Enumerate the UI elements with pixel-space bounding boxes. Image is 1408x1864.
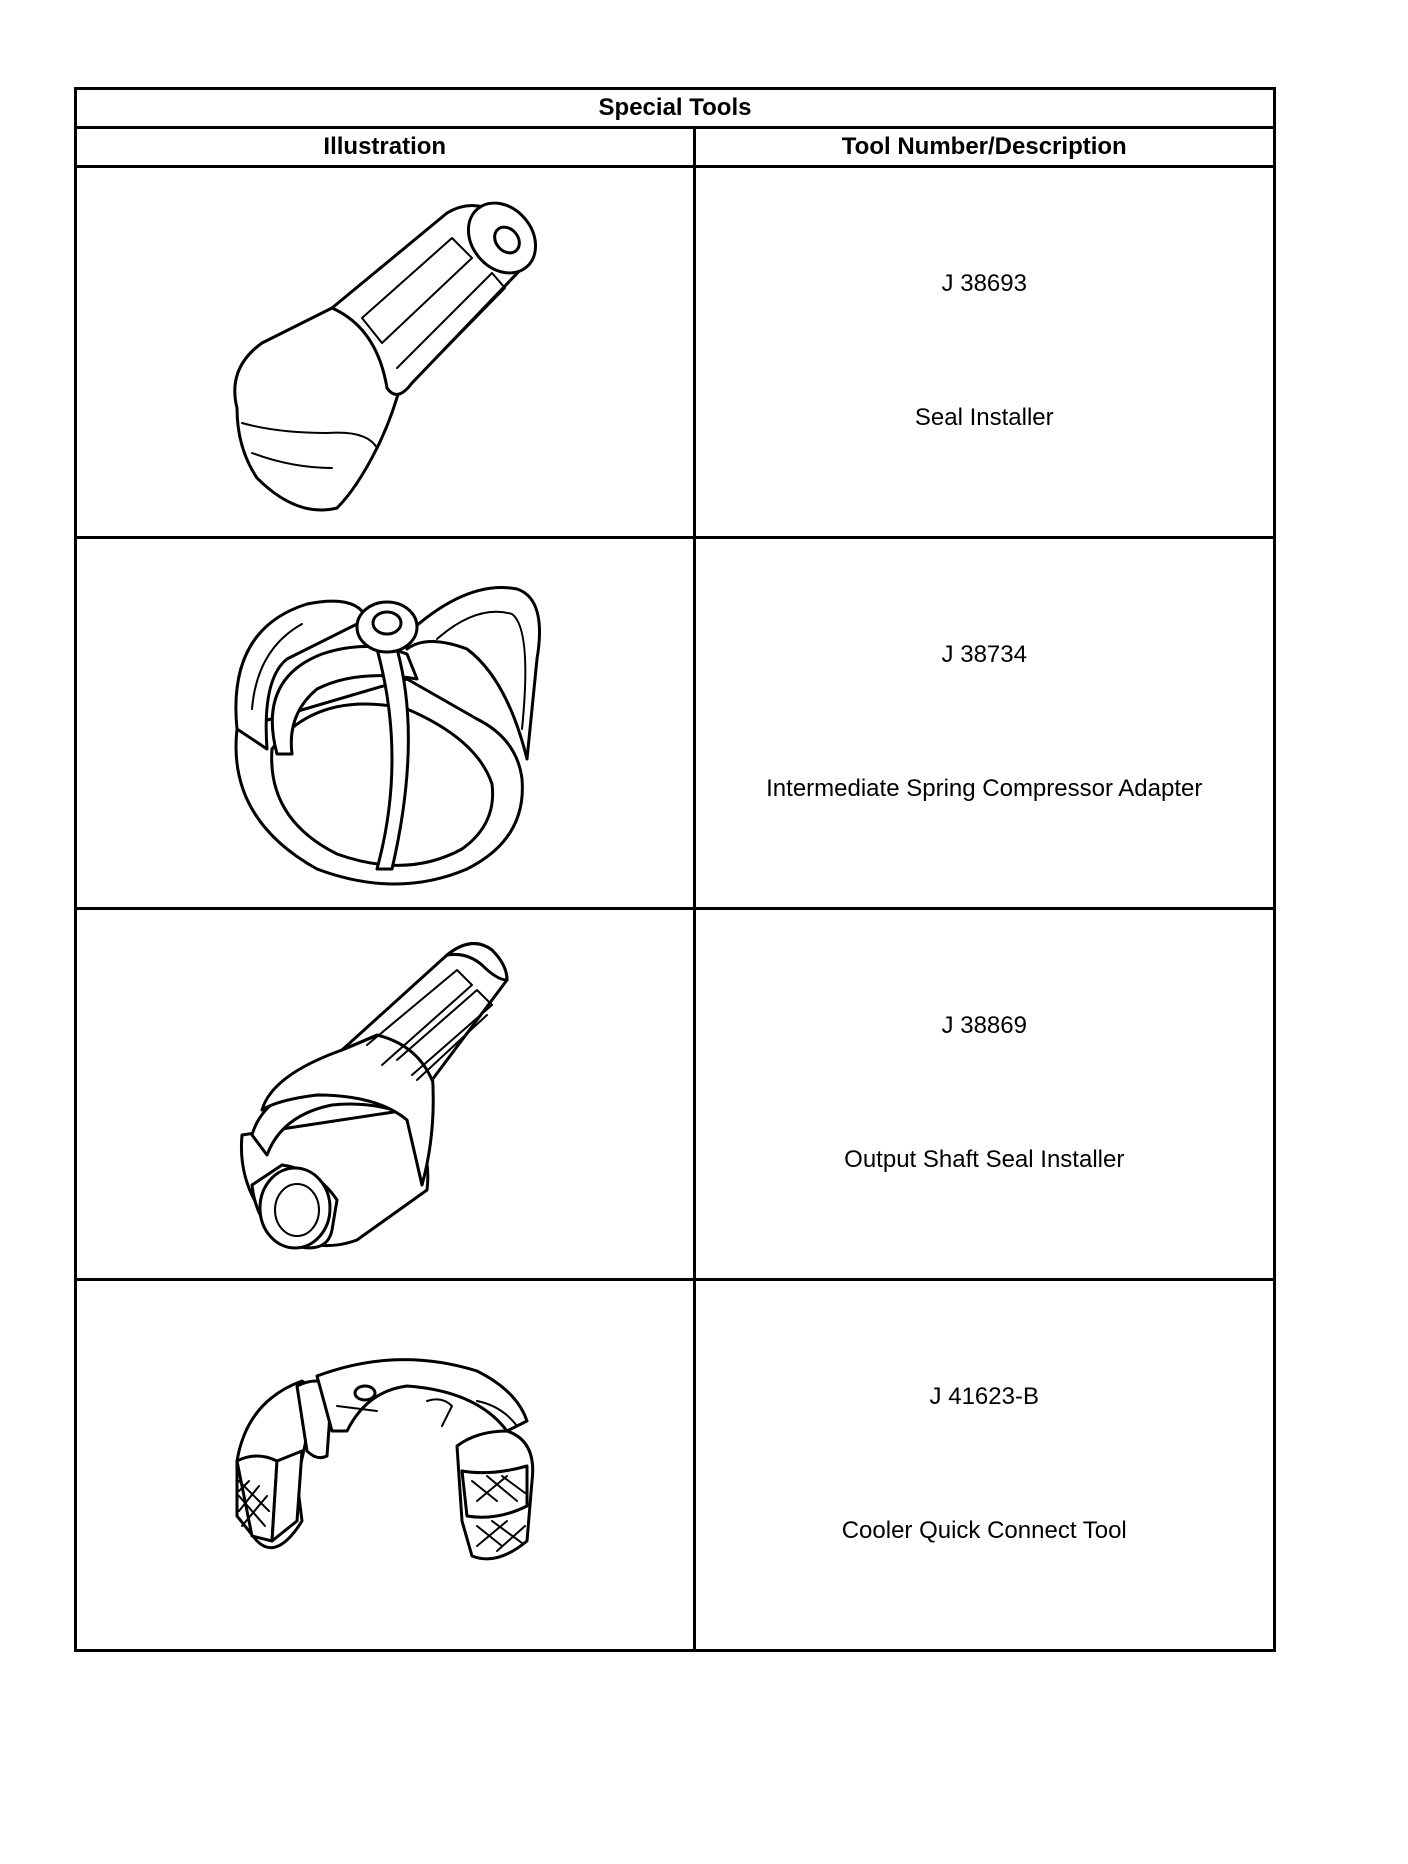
cooler-quick-connect-tool-illustration	[77, 1281, 694, 1649]
description-cell	[694, 1280, 1273, 1650]
tool-description: Intermediate Spring Compressor Adapter	[766, 775, 1203, 802]
table-row	[77, 167, 1273, 538]
tool-description: Output Shaft Seal Installer	[844, 1146, 1125, 1173]
description-cell	[694, 909, 1273, 1280]
table-row	[77, 538, 1273, 909]
seal-installer-illustration	[77, 168, 694, 536]
tool-number: J 41623-B	[929, 1383, 1039, 1410]
illustration-cell	[77, 909, 694, 1280]
special-tools-table	[74, 87, 1276, 1652]
table-row	[77, 909, 1273, 1280]
column-header-illustration: Illustration	[77, 128, 694, 167]
column-header-tool-number-description: Tool Number/Description	[694, 128, 1273, 167]
table-title: Special Tools	[77, 90, 1273, 128]
spring-compressor-adapter-illustration	[77, 539, 694, 907]
output-shaft-seal-installer-illustration	[77, 910, 694, 1278]
illustration-cell	[77, 167, 694, 538]
tool-number: J 38693	[941, 270, 1027, 297]
tool-description: Cooler Quick Connect Tool	[841, 1517, 1127, 1544]
tool-number: J 38869	[941, 1012, 1027, 1039]
description-cell	[694, 538, 1273, 909]
illustration-cell	[77, 538, 694, 909]
table-row	[77, 1280, 1273, 1650]
tool-description: Seal Installer	[914, 404, 1054, 431]
tool-number: J 38734	[941, 641, 1027, 668]
illustration-cell	[77, 1280, 694, 1650]
description-cell	[694, 167, 1273, 538]
